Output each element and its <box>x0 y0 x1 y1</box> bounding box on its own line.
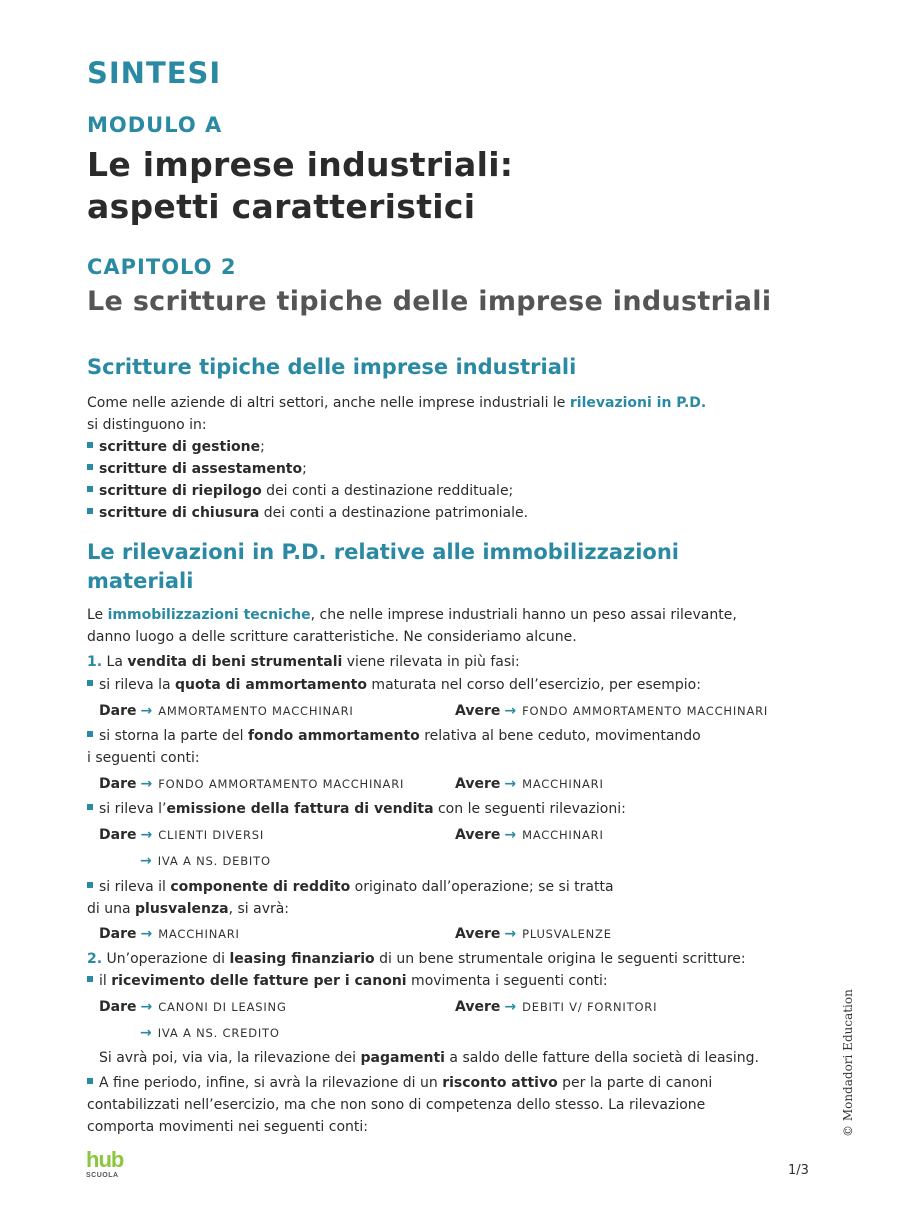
text: si rileva il <box>99 879 171 895</box>
journal-entry-dare <box>99 824 264 846</box>
account-name: AMMORTAMENTO MACCHINARI <box>158 704 354 718</box>
paragraph <box>87 392 706 414</box>
arrow-right-icon: → <box>504 776 517 792</box>
logo-subtext: SCUOLA <box>86 1172 119 1179</box>
list-item <box>87 725 701 747</box>
journal-entry-dare <box>99 996 287 1018</box>
paragraph: i seguenti conti: <box>87 750 200 766</box>
text: di una <box>87 901 136 917</box>
text: viene rilevata in più fasi: <box>342 654 520 670</box>
arrow-right-icon: → <box>140 853 152 869</box>
arrow-right-icon: → <box>140 827 153 843</box>
journal-entry-dare-extra <box>136 850 271 872</box>
section-heading-1: Scritture tipiche delle imprese industriali <box>87 355 577 379</box>
journal-entry-dare <box>99 773 404 795</box>
arrow-right-icon: → <box>140 999 153 1015</box>
account-name: CANONI DI LEASING <box>158 1000 287 1014</box>
text: Le <box>87 607 108 623</box>
bullet-icon <box>87 1078 93 1084</box>
text: ; <box>260 439 265 455</box>
arrow-right-icon: → <box>504 926 517 942</box>
account-name: MACCHINARI <box>522 828 604 842</box>
account-name: IVA A NS. CREDITO <box>157 1026 280 1040</box>
item-number: 1. <box>87 654 103 670</box>
paragraph <box>87 604 737 626</box>
text: si storna la parte del <box>99 728 248 744</box>
logo-text: hub <box>86 1147 124 1172</box>
module-label: MODULO A <box>87 113 223 137</box>
numbered-item <box>87 948 746 970</box>
text: leasing finanziario <box>229 951 375 967</box>
chapter-label: CAPITOLO 2 <box>87 255 237 279</box>
list-item <box>87 480 513 502</box>
dare-label: Dare <box>99 827 137 843</box>
text: il <box>99 973 112 989</box>
section-heading-2 <box>87 538 679 596</box>
text: per la parte di canoni <box>557 1075 713 1091</box>
hub-scuola-logo <box>86 1147 124 1179</box>
text: , si avrà: <box>228 901 290 917</box>
copyright-notice: © Mondadori Education <box>841 989 855 1137</box>
arrow-right-icon: → <box>140 776 153 792</box>
arrow-right-icon: → <box>140 703 153 719</box>
text: Come nelle aziende di altri settori, anche nelle imprese industriali le <box>87 395 570 411</box>
paragraph: contabilizzati nell’esercizio, ma che non sono di competenza dello stesso. La rilevazione <box>87 1097 706 1113</box>
text: a saldo delle fatture della società di leasing. <box>444 1050 759 1066</box>
list-item <box>87 458 307 480</box>
text: con le seguenti rilevazioni: <box>433 801 626 817</box>
account-name: MACCHINARI <box>158 927 240 941</box>
list-item <box>87 970 608 992</box>
bullet-icon <box>87 442 93 448</box>
section-label-sintesi: SINTESI <box>87 56 222 90</box>
text: , che nelle imprese industriali hanno un peso assai rilevante, <box>310 607 737 623</box>
avere-label: Avere <box>455 776 501 792</box>
text: scritture di gestione <box>99 439 261 455</box>
text: quota di ammortamento <box>175 677 367 693</box>
bullet-icon <box>87 508 93 514</box>
text: scritture di chiusura <box>99 505 260 521</box>
avere-label: Avere <box>455 926 501 942</box>
paragraph <box>87 898 289 920</box>
text: relativa al bene ceduto, movimentando <box>419 728 701 744</box>
journal-entry-avere <box>455 996 657 1018</box>
key-term: immobilizzazioni tecniche <box>107 607 311 623</box>
module-title-line2: aspetti caratteristici <box>87 187 476 226</box>
text: dei conti a destinazione reddituale; <box>261 483 514 499</box>
dare-label: Dare <box>99 776 137 792</box>
paragraph: comporta movimenti nei seguenti conti: <box>87 1119 368 1135</box>
text: scritture di assestamento <box>99 461 303 477</box>
account-name: FONDO AMMORTAMENTO MACCHINARI <box>522 704 769 718</box>
paragraph <box>99 1047 759 1069</box>
journal-entry-avere <box>455 923 612 945</box>
journal-entry-dare-extra <box>136 1022 280 1044</box>
list-item <box>87 798 626 820</box>
text: componente di reddito <box>170 879 351 895</box>
chapter-title: Le scritture tipiche delle imprese industriali <box>87 286 772 317</box>
text: si rileva la <box>99 677 176 693</box>
text: fondo ammortamento <box>247 728 420 744</box>
account-name: IVA A NS. DEBITO <box>157 854 271 868</box>
account-name: MACCHINARI <box>522 777 604 791</box>
arrow-right-icon: → <box>504 827 517 843</box>
text: ricevimento delle fatture per i canoni <box>111 973 407 989</box>
text: si rileva l’ <box>99 801 167 817</box>
paragraph: danno luogo a delle scritture caratteristiche. Ne consideriamo alcune. <box>87 629 577 645</box>
text: plusvalenza <box>135 901 229 917</box>
account-name: FONDO AMMORTAMENTO MACCHINARI <box>158 777 405 791</box>
arrow-right-icon: → <box>140 1025 152 1041</box>
numbered-item <box>87 651 520 673</box>
journal-entry-avere <box>455 773 604 795</box>
account-name: CLIENTI DIVERSI <box>158 828 265 842</box>
account-name: PLUSVALENZE <box>522 927 612 941</box>
module-title <box>87 144 513 228</box>
bullet-icon <box>87 464 93 470</box>
bullet-icon <box>87 804 93 810</box>
list-item <box>87 876 614 898</box>
avere-label: Avere <box>455 827 501 843</box>
dare-label: Dare <box>99 999 137 1015</box>
text: pagamenti <box>360 1050 445 1066</box>
bullet-icon <box>87 882 93 888</box>
text: maturata nel corso dell’esercizio, per esempio: <box>366 677 701 693</box>
key-term: rilevazioni in P.D. <box>569 395 707 411</box>
journal-entry-dare <box>99 700 354 722</box>
text: vendita di beni strumentali <box>127 654 343 670</box>
dare-label: Dare <box>99 703 137 719</box>
arrow-right-icon: → <box>140 926 153 942</box>
heading-line: materiali <box>87 569 194 593</box>
text: scritture di riepilogo <box>99 483 262 499</box>
list-item <box>87 674 701 696</box>
text: La <box>102 654 128 670</box>
journal-entry-dare <box>99 923 240 945</box>
text: movimenta i seguenti conti: <box>406 973 608 989</box>
list-item <box>87 502 528 524</box>
bullet-icon <box>87 731 93 737</box>
text: originato dall’operazione; se si tratta <box>350 879 614 895</box>
dare-label: Dare <box>99 926 137 942</box>
text: Un’operazione di <box>102 951 230 967</box>
bullet-icon <box>87 680 93 686</box>
account-name: DEBITI V/ FORNITORI <box>522 1000 658 1014</box>
module-title-line1: Le imprese industriali: <box>87 145 514 184</box>
text: emissione della fattura di vendita <box>166 801 434 817</box>
text: A fine periodo, infine, si avrà la rilevazione di un <box>99 1075 443 1091</box>
list-item <box>87 1072 712 1094</box>
text: di un bene strumentale origina le seguenti scritture: <box>374 951 746 967</box>
text: dei conti a destinazione patrimoniale. <box>259 505 529 521</box>
page-number: 1/3 <box>788 1163 809 1178</box>
heading-line: Le rilevazioni in P.D. relative alle immobilizzazioni <box>87 540 679 564</box>
text: Si avrà poi, via via, la rilevazione dei <box>99 1050 361 1066</box>
avere-label: Avere <box>455 999 501 1015</box>
journal-entry-avere <box>455 824 604 846</box>
arrow-right-icon: → <box>504 703 517 719</box>
avere-label: Avere <box>455 703 501 719</box>
arrow-right-icon: → <box>504 999 517 1015</box>
list-item <box>87 436 265 458</box>
journal-entry-avere <box>455 700 768 722</box>
item-number: 2. <box>87 951 103 967</box>
text: ; <box>302 461 307 477</box>
text: risconto attivo <box>442 1075 558 1091</box>
bullet-icon <box>87 486 93 492</box>
bullet-icon <box>87 976 93 982</box>
paragraph: si distinguono in: <box>87 417 207 433</box>
